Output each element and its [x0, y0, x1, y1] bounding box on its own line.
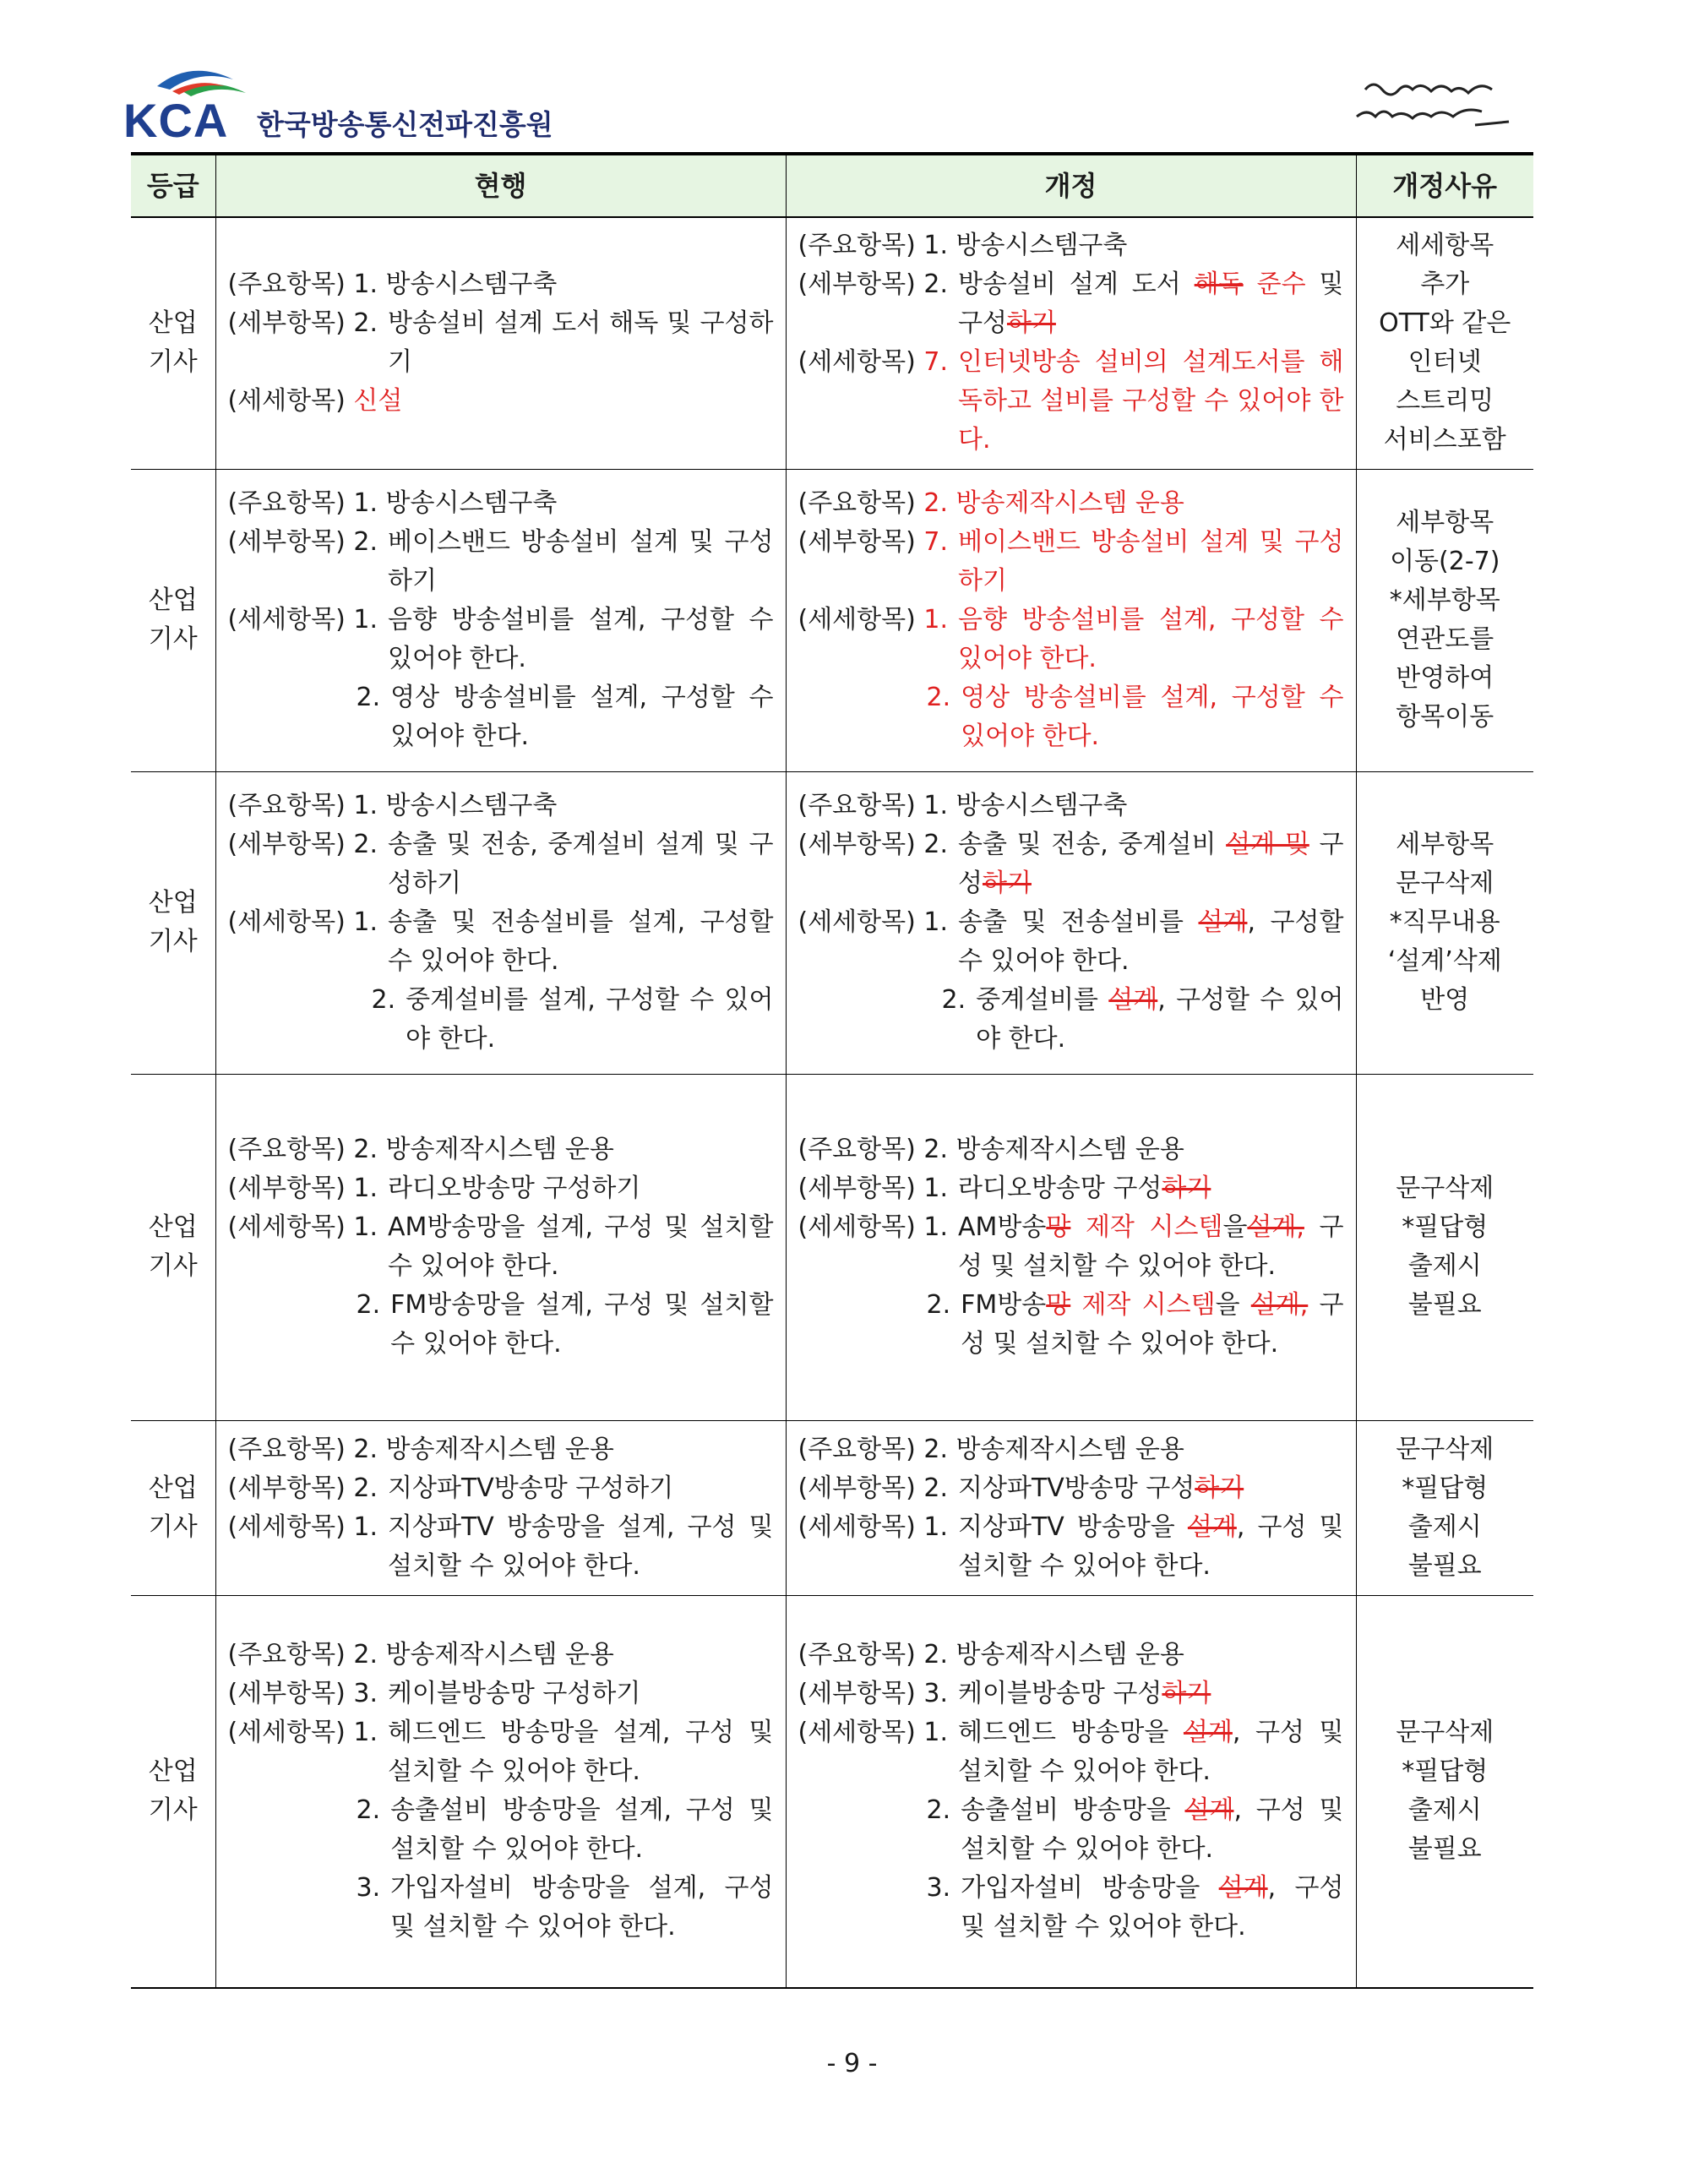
- main-item: (주요항목) 1. 방송시스템구축: [798, 231, 1128, 261]
- detail-item: (세세항목) 1. AM방송망을 설계, 구성 및 설치할 수 있어야 한다.: [227, 1212, 774, 1281]
- main-item: (주요항목) 2. 방송제작시스템 운용: [798, 1434, 1184, 1464]
- grade-cell: 산업 기사: [131, 1074, 215, 1420]
- detail-item: 2. FM방송망 제작 시스템을 설계, 구성 및 설치할 수 있어야 한다.: [926, 1290, 1344, 1359]
- detail-item: (세세항목) 1. 음향 방송설비를 설계, 구성할 수 있어야 한다.: [798, 605, 1344, 673]
- logo-text: KCA: [123, 94, 229, 147]
- main-item: (주요항목) 2. 방송제작시스템 운용: [227, 1640, 614, 1670]
- sub-item: (세부항목) 1. 라디오방송망 구성하기: [227, 1174, 641, 1203]
- main-item: (주요항목) 1. 방송시스템구축: [227, 488, 558, 518]
- main-item: (주요항목) 2. 방송제작시스템 운용: [798, 1640, 1184, 1670]
- page-header: [123, 51, 1526, 152]
- revised-cell: [786, 1420, 1356, 1595]
- main-item: (주요항목) 1. 방송시스템구축: [798, 791, 1128, 820]
- detail-item: 2. 송출설비 방송망을 설계, 구성 및 설치할 수 있어야 한다.: [356, 1795, 774, 1865]
- col-header-grade: 등급: [131, 154, 215, 217]
- detail-item: (세세항목) 1. 음향 방송설비를 설계, 구성할 수 있어야 한다.: [227, 605, 774, 673]
- current-cell: [215, 469, 786, 771]
- reason-cell: 문구삭제 *필답형 출제시 불필요: [1356, 1074, 1533, 1420]
- main-item: (주요항목) 2. 방송제작시스템 운용: [798, 1135, 1184, 1164]
- table-header-row: [131, 154, 1533, 217]
- table-row: [131, 1420, 1533, 1595]
- grade-cell: 산업 기사: [131, 1595, 215, 1988]
- revised-cell: [786, 217, 1356, 469]
- sub-item: (세부항목) 2. 지상파TV방송망 구성하기: [798, 1473, 1244, 1503]
- detail-item: (세세항목) 1. 지상파TV 방송망을 설계, 구성 및 설치할 수 있어야 한다.: [227, 1511, 774, 1581]
- reason-cell: 세부항목 이동(2-7) *세부항목 연관도를 반영하여 항목이동: [1356, 469, 1533, 771]
- revised-cell: [786, 771, 1356, 1074]
- revision-table: [131, 152, 1533, 1989]
- sub-item: (세부항목) 2. 송출 및 전송, 중계설비 설계 및 구성하기: [798, 830, 1344, 898]
- revised-cell: [786, 1595, 1356, 1988]
- detail-item: 3. 가입자설비 방송망을 설계, 구성 및 설치할 수 있어야 한다.: [926, 1873, 1344, 1942]
- reason-cell: 세부항목 문구삭제 *직무내용 ‘설계’삭제 반영: [1356, 771, 1533, 1074]
- grade-cell: 산업 기사: [131, 1420, 215, 1595]
- revised-cell: [786, 1074, 1356, 1420]
- current-cell: [215, 1074, 786, 1420]
- detail-item: (세세항목) 1. AM방송망 제작 시스템을설계, 구성 및 설치할 수 있어야 한다.: [798, 1212, 1344, 1281]
- reason-cell: 세세항목 추가 OTT와 같은 인터넷 스트리밍 서비스포함: [1356, 217, 1533, 469]
- main-item: (주요항목) 2. 방송제작시스템 운용: [227, 1135, 614, 1164]
- current-cell: [215, 771, 786, 1074]
- main-item: (주요항목) 1. 방송시스템구축: [227, 270, 558, 300]
- detail-item: 3. 가입자설비 방송망을 설계, 구성 및 설치할 수 있어야 한다.: [356, 1873, 774, 1942]
- detail-item: 2. 중계설비를 설계, 구성할 수 있어야 한다.: [371, 985, 774, 1054]
- reason-cell: 문구삭제 *필답형 출제시 불필요: [1356, 1420, 1533, 1595]
- main-item: (주요항목) 2. 방송제작시스템 운용: [798, 488, 1184, 518]
- page-number: - 9 -: [826, 2049, 878, 2078]
- detail-item: 2. FM방송망을 설계, 구성 및 설치할 수 있어야 한다.: [356, 1290, 774, 1359]
- detail-item: (세세항목) 신설: [227, 386, 403, 417]
- sub-item: (세부항목) 2. 베이스밴드 방송설비 설계 및 구성하기: [227, 527, 774, 596]
- table-row: [131, 217, 1533, 469]
- sub-item: (세부항목) 7. 베이스밴드 방송설비 설계 및 구성하기: [798, 527, 1344, 596]
- detail-item: (세세항목) 1. 송출 및 전송설비를 설계, 구성할 수 있어야 한다.: [227, 907, 774, 976]
- detail-item: 2. 영상 방송설비를 설계, 구성할 수 있어야 한다.: [926, 683, 1344, 751]
- detail-item: 2. 영상 방송설비를 설계, 구성할 수 있어야 한다.: [356, 683, 774, 751]
- sub-item: (세부항목) 2. 방송설비 설계 도서 해독 및 구성하기: [227, 308, 774, 378]
- main-item: (주요항목) 1. 방송시스템구축: [227, 791, 558, 820]
- sub-item: (세부항목) 2. 송출 및 전송, 중계설비 설계 및 구성하기: [227, 830, 774, 898]
- grade-cell: 산업 기사: [131, 217, 215, 469]
- grade-cell: 산업 기사: [131, 771, 215, 1074]
- detail-item: (세세항목) 1. 헤드엔드 방송망을 설계, 구성 및 설치할 수 있어야 한다.: [227, 1718, 774, 1787]
- col-header-current: 현행: [215, 154, 786, 217]
- sub-item: (세부항목) 3. 케이블방송망 구성하기: [798, 1679, 1211, 1709]
- col-header-revised: 개정: [786, 154, 1356, 217]
- sub-item: (세부항목) 2. 지상파TV방송망 구성하기: [227, 1473, 674, 1503]
- revised-cell: [786, 469, 1356, 771]
- detail-item: (세세항목) 1. 지상파TV 방송망을 설계, 구성 및 설치할 수 있어야 한다.: [798, 1511, 1344, 1581]
- detail-item: 2. 송출설비 방송망을 설계, 구성 및 설치할 수 있어야 한다.: [926, 1795, 1344, 1865]
- detail-item: (세세항목) 1. 송출 및 전송설비를 설계, 구성할 수 있어야 한다.: [798, 907, 1344, 976]
- detail-item: (세세항목) 1. 헤드엔드 방송망을 설계, 구성 및 설치할 수 있어야 한다.: [798, 1718, 1344, 1787]
- table-row: [131, 1074, 1533, 1420]
- table-row: [131, 469, 1533, 771]
- slogan-signature-icon: [1348, 64, 1526, 142]
- sub-item: (세부항목) 2. 방송설비 설계 도서 해독 준수 및 구성하기: [798, 270, 1344, 339]
- kca-logo: [123, 61, 563, 147]
- org-name: 한국방송통신전파진흥원: [257, 108, 553, 141]
- table-row: [131, 1595, 1533, 1988]
- reason-cell: 문구삭제 *필답형 출제시 불필요: [1356, 1595, 1533, 1988]
- sub-item: (세부항목) 1. 라디오방송망 구성하기: [798, 1174, 1211, 1203]
- slogan-calligraphy: [1348, 64, 1526, 142]
- col-header-reason: 개정사유: [1356, 154, 1533, 217]
- table-row: [131, 771, 1533, 1074]
- current-cell: [215, 1595, 786, 1988]
- current-cell: [215, 217, 786, 469]
- current-cell: [215, 1420, 786, 1595]
- grade-cell: 산업 기사: [131, 469, 215, 771]
- main-item: (주요항목) 2. 방송제작시스템 운용: [227, 1434, 614, 1464]
- sub-item: (세부항목) 3. 케이블방송망 구성하기: [227, 1679, 641, 1709]
- detail-item: 2. 중계설비를 설계, 구성할 수 있어야 한다.: [941, 985, 1344, 1054]
- detail-item: (세세항목) 7. 인터넷방송 설비의 설계도서를 해독하고 설비를 구성할 수 있어야 한다.: [798, 347, 1344, 455]
